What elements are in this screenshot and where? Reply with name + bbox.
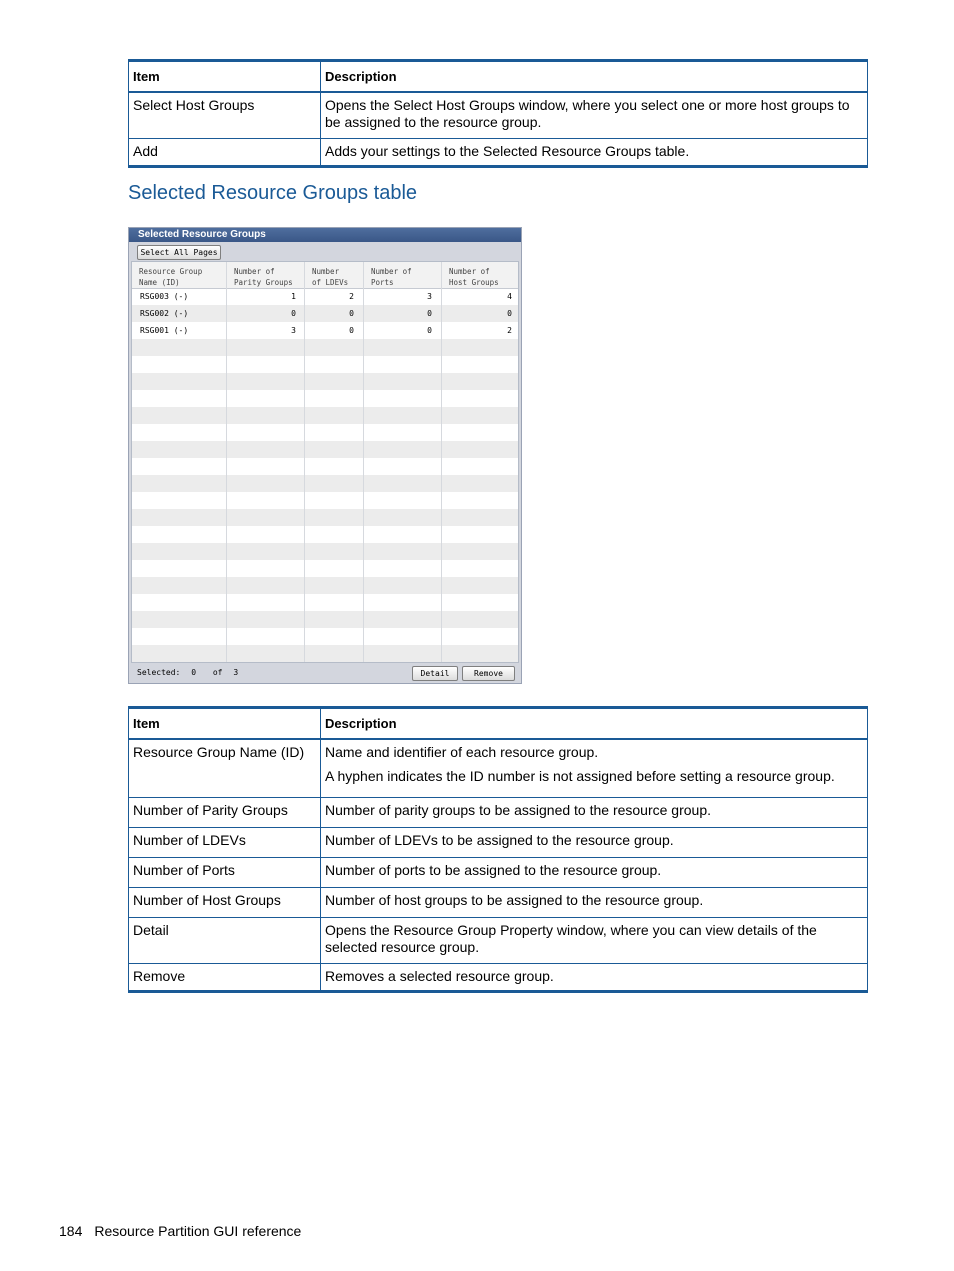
table-row — [129, 797, 868, 827]
ports-cell: 0 — [427, 326, 432, 335]
description-cell: Adds your settings to the Selected Resource Groups table. — [321, 138, 868, 166]
item-cell: Add — [129, 138, 321, 166]
parity-groups-cell: 3 — [291, 326, 296, 335]
resource-group-name-cell: RSG001 (-) — [140, 326, 189, 335]
description-line: Name and identifier of each resource group. — [325, 744, 599, 760]
header-item: Item — [129, 61, 321, 93]
detail-button[interactable]: Detail — [412, 666, 458, 681]
selected-value: 0 — [191, 668, 197, 677]
column-header-resource-group-name[interactable] — [132, 262, 227, 288]
item-cell: Remove — [129, 963, 321, 991]
of-label: of — [212, 668, 223, 677]
table-row — [129, 917, 868, 963]
table-item-description-bottom — [128, 706, 868, 993]
item-cell: Detail — [129, 917, 321, 963]
description-cell: Opens the Select Host Groups window, where you select one or more host groups to be assigned to the resource group. — [321, 92, 868, 138]
panel-title: Selected Resource Groups — [129, 228, 521, 242]
column-divider — [304, 262, 305, 663]
column-header-line: of LDEVs — [312, 278, 349, 287]
column-header-line: Resource Group — [139, 267, 203, 276]
column-header-host-groups[interactable] — [442, 262, 519, 288]
empty-row — [132, 373, 519, 390]
footer-title: Resource Partition GUI reference — [94, 1223, 302, 1239]
empty-row — [132, 611, 519, 628]
empty-row — [132, 509, 519, 526]
item-cell: Number of Ports — [129, 857, 321, 887]
column-header-ldevs[interactable] — [305, 262, 364, 288]
host-groups-cell: 2 — [507, 326, 512, 335]
item-cell: Number of Host Groups — [129, 887, 321, 917]
empty-row — [132, 475, 519, 492]
panel-statusbar — [129, 663, 521, 683]
ldevs-cell: 0 — [349, 309, 354, 318]
empty-row — [132, 441, 519, 458]
selected-label: Selected: — [137, 668, 181, 677]
column-header-line: Host Groups — [449, 278, 499, 287]
parity-groups-cell: 0 — [291, 309, 296, 318]
column-header-line: Number of — [371, 267, 412, 276]
table-row[interactable] — [132, 305, 519, 322]
section-heading: Selected Resource Groups table — [128, 182, 418, 204]
empty-row — [132, 577, 519, 594]
item-cell: Number of LDEVs — [129, 827, 321, 857]
header-description: Description — [321, 708, 868, 740]
empty-row — [132, 339, 519, 356]
column-header-ports[interactable] — [364, 262, 442, 288]
column-header-line: Name (ID) — [139, 278, 180, 287]
selection-count — [137, 667, 238, 679]
column-divider — [363, 262, 364, 663]
ports-cell: 0 — [427, 309, 432, 318]
description-cell: Number of host groups to be assigned to the resource group. — [321, 887, 868, 917]
column-divider — [441, 262, 442, 663]
column-header-line: Number of — [449, 267, 490, 276]
description-line: A hyphen indicates the ID number is not assigned before setting a resource group. — [325, 768, 835, 784]
column-header-line: Parity Groups — [234, 278, 293, 287]
empty-row — [132, 543, 519, 560]
table-row — [129, 92, 868, 138]
description-cell: Number of ports to be assigned to the resource group. — [321, 857, 868, 887]
table-row — [129, 739, 868, 797]
column-header-parity-groups[interactable] — [227, 262, 305, 288]
ldevs-cell: 0 — [349, 326, 354, 335]
parity-groups-cell: 1 — [291, 292, 296, 301]
panel-toolbar — [129, 242, 521, 261]
table-header-row — [129, 61, 868, 93]
column-header-line: Ports — [371, 278, 394, 287]
table-row — [129, 963, 868, 991]
table-row — [129, 138, 868, 166]
grid-header — [132, 262, 519, 289]
host-groups-cell: 0 — [507, 309, 512, 318]
ports-cell: 3 — [427, 292, 432, 301]
page-footer — [59, 1223, 301, 1239]
table-row[interactable] — [132, 288, 519, 305]
table-item-description-top — [128, 59, 868, 168]
table-row[interactable] — [132, 322, 519, 339]
ldevs-cell: 2 — [349, 292, 354, 301]
empty-row — [132, 645, 519, 662]
resource-group-name-cell: RSG003 (-) — [140, 292, 189, 301]
table-row — [129, 857, 868, 887]
description-cell: Opens the Resource Group Property window, where you can view details of the selected resource group. — [321, 917, 868, 963]
resource-group-name-cell: RSG002 (-) — [140, 309, 189, 318]
column-divider — [226, 262, 227, 663]
item-cell: Resource Group Name (ID) — [129, 739, 321, 797]
table-row — [129, 887, 868, 917]
description-cell: Number of LDEVs to be assigned to the resource group. — [321, 827, 868, 857]
host-groups-cell: 4 — [507, 292, 512, 301]
item-cell: Number of Parity Groups — [129, 797, 321, 827]
header-description: Description — [321, 61, 868, 93]
table-header-row — [129, 708, 868, 740]
selected-resource-groups-panel — [128, 227, 522, 684]
table-row — [129, 827, 868, 857]
resource-groups-grid — [131, 261, 519, 663]
description-cell: Number of parity groups to be assigned to the resource group. — [321, 797, 868, 827]
item-cell: Select Host Groups — [129, 92, 321, 138]
column-header-line: Number — [312, 267, 340, 276]
page-number: 184 — [59, 1223, 83, 1239]
description-cell: Removes a selected resource group. — [321, 963, 868, 991]
remove-button[interactable]: Remove — [462, 666, 515, 681]
header-item: Item — [129, 708, 321, 740]
column-header-line: Number of — [234, 267, 275, 276]
description-cell — [321, 739, 868, 797]
empty-row — [132, 407, 519, 424]
total-value: 3 — [233, 668, 239, 677]
select-all-pages-button[interactable]: Select All Pages — [137, 245, 221, 260]
